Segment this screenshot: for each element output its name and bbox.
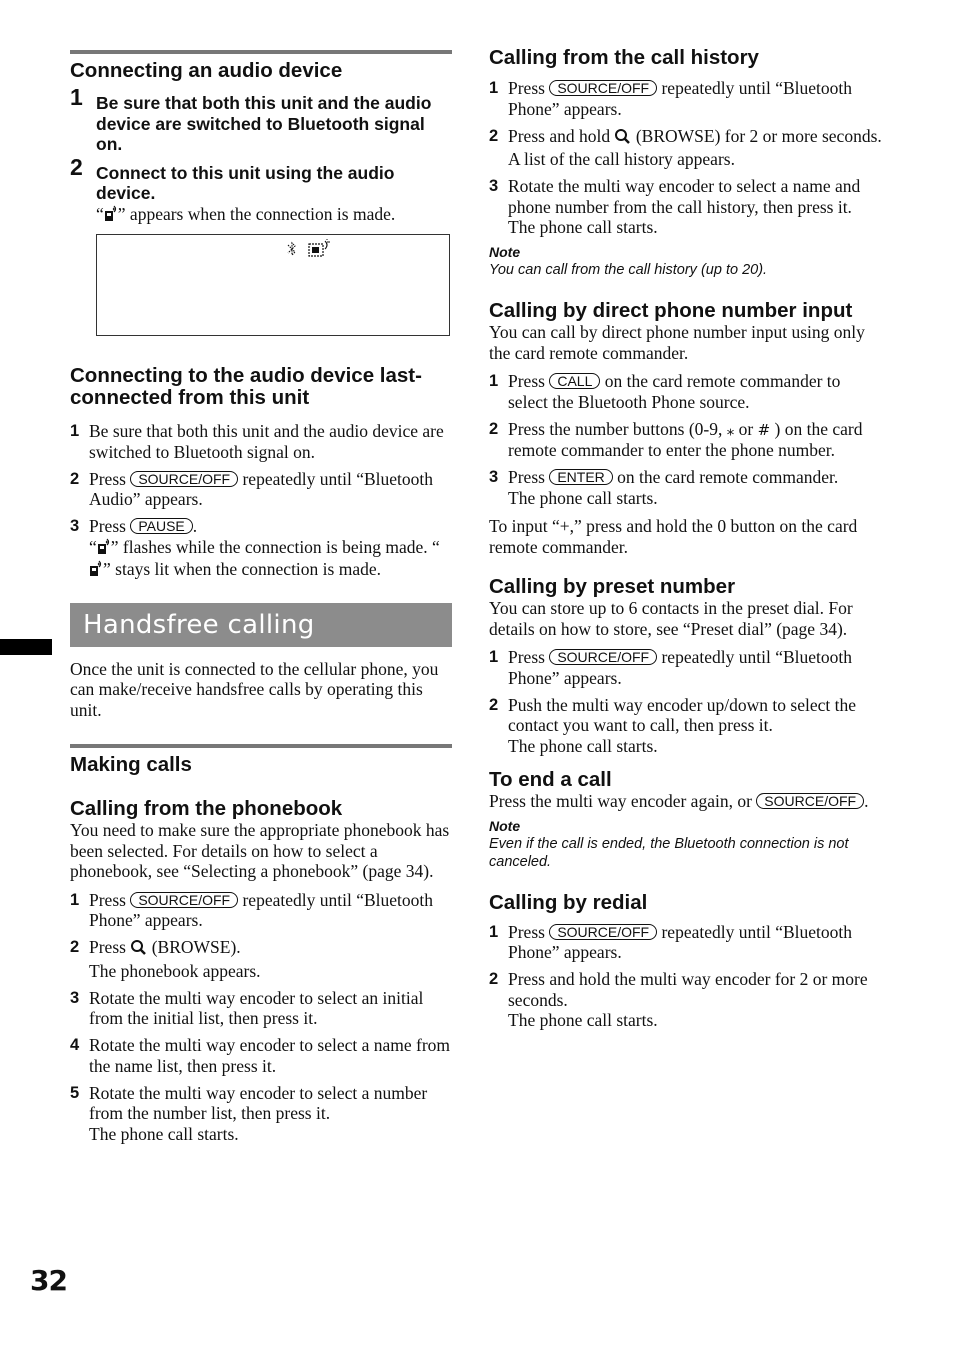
- connect-step-1: [70, 84, 446, 155]
- direct-input-heading: Calling by direct phone number input: [489, 299, 853, 322]
- direct-input-intro: You can call by direct phone number input using only the card remote commander.: [489, 322, 865, 363]
- list-item: 2 Press the number buttons (0-9, ⁎ or # ) on the card remote commander to enter the phone number.: [489, 418, 863, 460]
- making-calls-heading: Making calls: [70, 753, 192, 776]
- call-history-steps: [489, 78, 884, 238]
- connecting-audio-heading: Connecting an audio device: [70, 59, 343, 82]
- section-rule: [70, 744, 452, 748]
- note-title: Note: [489, 244, 521, 260]
- left-column: [70, 0, 452, 1151]
- list-item: 4 Rotate the multi way encoder to select a name from the name list, then press it.: [70, 1035, 451, 1076]
- call-history-heading: Calling from the call history: [489, 46, 759, 69]
- phonebook-heading: Calling from the phonebook: [70, 797, 343, 820]
- list-item: 2 Press (BROWSE). The phonebook appears.: [70, 937, 261, 981]
- redial-heading: Calling by redial: [489, 890, 648, 914]
- source-off-key: SOURCE/OFF: [549, 80, 657, 96]
- list-item: 1 Press SOURCE/OFF repeatedly until “Bluetooth Phone” appears.: [489, 78, 852, 119]
- list-item: 1 Press SOURCE/OFF repeatedly until “Bluetooth Phone” appears.: [489, 921, 852, 962]
- list-item: 1 Press CALL on the card remote commander to select the Bluetooth Phone source.: [489, 371, 841, 412]
- source-off-key: SOURCE/OFF: [130, 471, 238, 487]
- phone-audio-icon: [308, 239, 332, 262]
- list-item: 2 Press SOURCE/OFF repeatedly until “Bluetooth Audio” appears.: [70, 468, 433, 509]
- list-item: 1 Press SOURCE/OFF repeatedly until “Bluetooth Phone” appears.: [489, 647, 852, 688]
- phone-audio-icon: [89, 559, 103, 582]
- list-item: 5 Rotate the multi way encoder to select a number from the number list, then press it. The phone call starts.: [70, 1082, 428, 1144]
- step-text: Be sure that both this unit and the audio device are switched to Bluetooth signal on.: [96, 93, 432, 154]
- source-off-key: SOURCE/OFF: [756, 793, 864, 809]
- direct-input-steps: [489, 371, 884, 508]
- phone-audio-icon: [104, 204, 118, 227]
- source-off-key: SOURCE/OFF: [549, 924, 657, 940]
- phonebook-steps: [70, 890, 452, 1145]
- last-connected-steps: [70, 421, 452, 582]
- section-rule: [70, 50, 452, 54]
- source-off-key: SOURCE/OFF: [549, 649, 657, 665]
- end-call-text: Press the multi way encoder again, or SOURCE/OFF .: [489, 791, 869, 811]
- note-text: Even if the call is ended, the Bluetooth connection is not canceled.: [489, 835, 849, 870]
- enter-key: ENTER: [549, 469, 612, 485]
- phonebook-intro: You need to make sure the appropriate phonebook has been selected. For details on how to select a phonebook, see “Selecting a phonebook” (page 34).: [70, 820, 450, 881]
- star-key-icon: ⁎: [726, 420, 735, 439]
- connect-step-2: [70, 153, 446, 227]
- list-item: 1 Be sure that both this unit and the audio device are switched to Bluetooth signal on.: [70, 421, 444, 462]
- plus-input-text: To input “+,” press and hold the 0 button on the card remote commander.: [489, 516, 858, 557]
- hash-key-icon: #: [757, 420, 771, 439]
- last-connected-heading: Connecting to the audio device last-connected from this unit: [70, 364, 422, 409]
- list-item: 2 Press and hold the multi way encoder for 2 or more seconds. The phone call starts.: [489, 969, 868, 1030]
- call-key: CALL: [549, 373, 600, 389]
- step-number: 2: [70, 153, 83, 180]
- right-column: [489, 0, 884, 1037]
- preset-steps: [489, 647, 884, 756]
- step-subtext: “ ” appears when the connection is made.: [96, 204, 446, 227]
- list-item: 1 Press SOURCE/OFF repeatedly until “Bluetooth Phone” appears.: [70, 889, 433, 930]
- list-item: 3 Rotate the multi way encoder to select an initial from the initial list, then press it.: [70, 987, 424, 1028]
- preset-intro: You can store up to 6 contacts in the preset dial. For details on how to store, see “Preset dial” (page 34).: [489, 598, 853, 639]
- source-off-key: SOURCE/OFF: [130, 892, 238, 908]
- step-subtext: “ ” flashes while the connection is being made. “” stays lit when the connection is made.: [89, 537, 452, 582]
- end-call-heading: To end a call: [489, 768, 612, 791]
- list-item: 2 Press and hold (BROWSE) for 2 or more seconds. A list of the call history appears.: [489, 125, 882, 169]
- pause-key: PAUSE: [130, 518, 192, 534]
- step-number: 1: [70, 84, 83, 110]
- phone-audio-icon: [97, 537, 111, 560]
- magnifier-icon: [614, 128, 631, 150]
- redial-steps: [489, 922, 884, 1031]
- bluetooth-icon: [285, 241, 299, 262]
- list-item: 2 Push the multi way encoder up/down to select the contact you want to call, then press it. The phone call starts.: [489, 694, 856, 756]
- note-text: You can call from the call history (up to 20).: [489, 262, 768, 278]
- list-item: 3 Press PAUSE . “ ” flashes while the connection is being made. “” stays lit when the connection is made.: [70, 516, 452, 582]
- list-item: 3 Press ENTER on the card remote commander. The phone call starts.: [489, 467, 839, 508]
- magnifier-icon: [130, 939, 147, 961]
- list-item: 3 Rotate the multi way encoder to select a name and phone number from the call history, then press it. The phone call starts.: [489, 176, 861, 237]
- handsfree-intro: Once the unit is connected to the cellular phone, you can make/receive handsfree calls by operating this unit.: [70, 658, 439, 720]
- display-illustration: [96, 234, 450, 336]
- handsfree-banner: Handsfree calling: [70, 603, 452, 647]
- chapter-tab: [0, 639, 52, 655]
- step-text: Connect to this unit using the audio device.: [96, 162, 395, 203]
- preset-heading: Calling by preset number: [489, 575, 736, 598]
- page-number: 32: [30, 1264, 67, 1297]
- note-title: Note: [489, 817, 521, 834]
